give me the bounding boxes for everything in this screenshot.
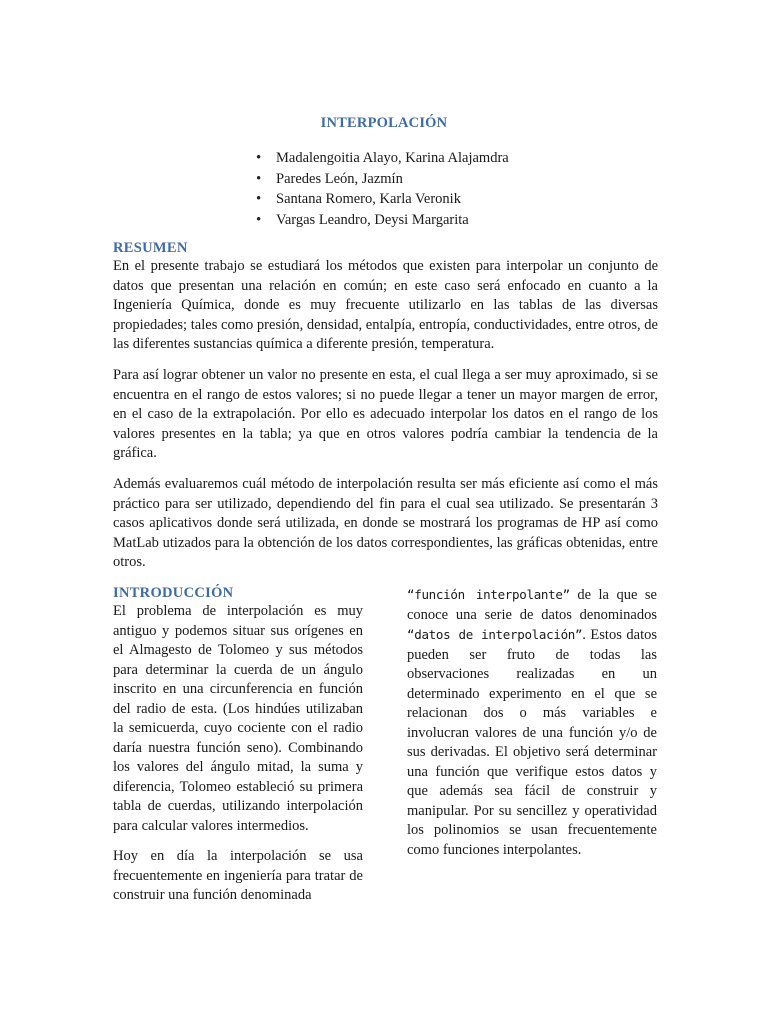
author-list (256, 148, 509, 230)
continuation-text: de la que se conoce una serie de datos denominados (407, 587, 657, 623)
resumen-paragraph: En el presente trabajo se estudiará los métodos que existen para interpolar un conjunto de datos que presentan una relación en común; en este caso será enfocado en cuanto a la Ingeniería Química, donde es muy frecuente utilizarlo en las tablas de las diversas propiedades; tales como presión, densidad, entalpía, entropía, conductividades, entre otros, de las diferentes sustancias química a diferente presión, temperatura. (113, 258, 658, 353)
author-item: • Vargas Leandro, Deysi Margarita (256, 210, 509, 231)
resumen-heading: RESUMEN (113, 240, 188, 256)
author-item: • Paredes León, Jazmín (256, 169, 509, 190)
term-funcion-interpolante: “función interpolante” (407, 587, 570, 602)
resumen-section (113, 240, 658, 584)
author-item: • Madalengoitia Alayo, Karina Alajamdra (256, 148, 509, 169)
resumen-paragraph: Además evaluaremos cuál método de interpolación resulta ser más eficiente así como el más práctico para ser utilizado, dependiendo del fin para el cual sea utilizado. Se presentarán 3 casos aplicativos donde será utilizada, en donde se mostrará los programas de HP así como MatLab utizados para la obtención de los datos correspondientes, las gráficas obtenidas, entre otros. (113, 475, 658, 571)
introduccion-left-column (113, 585, 363, 917)
introduccion-paragraph: Hoy en día la interpolación se usa frecuentemente en ingeniería para tratar de construir una función denominada (113, 848, 363, 903)
author-item: • Santana Romero, Karla Veronik (256, 189, 509, 210)
introduccion-continuation (407, 585, 657, 860)
introduccion-heading: INTRODUCCIÓN (113, 585, 234, 601)
resumen-paragraph: Para así lograr obtener un valor no presente en esta, el cual llega a ser muy aproximado, si se encuentra en el rango de estos valores; si no puede llegar a tener un mayor margen de error, en el caso de la extrapolación. Por ello es adecuado interpolar los datos en el rango de los valores presentes en la tabla; ya que en otros valores podría cambiar la tendencia de la gráfica. (113, 366, 658, 462)
introduccion-right-column (407, 585, 657, 871)
document-title: INTERPOLACIÓN (320, 115, 448, 131)
introduccion-paragraph: El problema de interpolación es muy antiguo y podemos situar sus orígenes en el Almagesto de Tolomeo y sus métodos para determinar la cuerda de un ángulo inscrito en una circunferencia en función del radio de esta. (Los hindúes utilizaban la semicuerda, cuyo cociente con el radio daría nuestra función seno). Combinando los valores del ángulo mitad, la suma y diferencia, Tolomeo estableció su primera tabla de cuerdas, utilizando interpolación para calcular valores intermedios. (113, 603, 363, 834)
term-datos-interpolacion: “datos de interpolación” (407, 627, 583, 642)
continuation-text: . Estos datos pueden ser fruto de todas las observaciones realizadas en un determinado experimento en el que se relacionan dos o más variables e involucran valores de una función y/o de sus derivadas. El objetivo será determinar una función que verifique estos datos y que además sea fácil de construir y manipular. Por su sencillez y operatividad los polinomios se usan frecuentemente como funciones interpolantes. (407, 627, 658, 858)
